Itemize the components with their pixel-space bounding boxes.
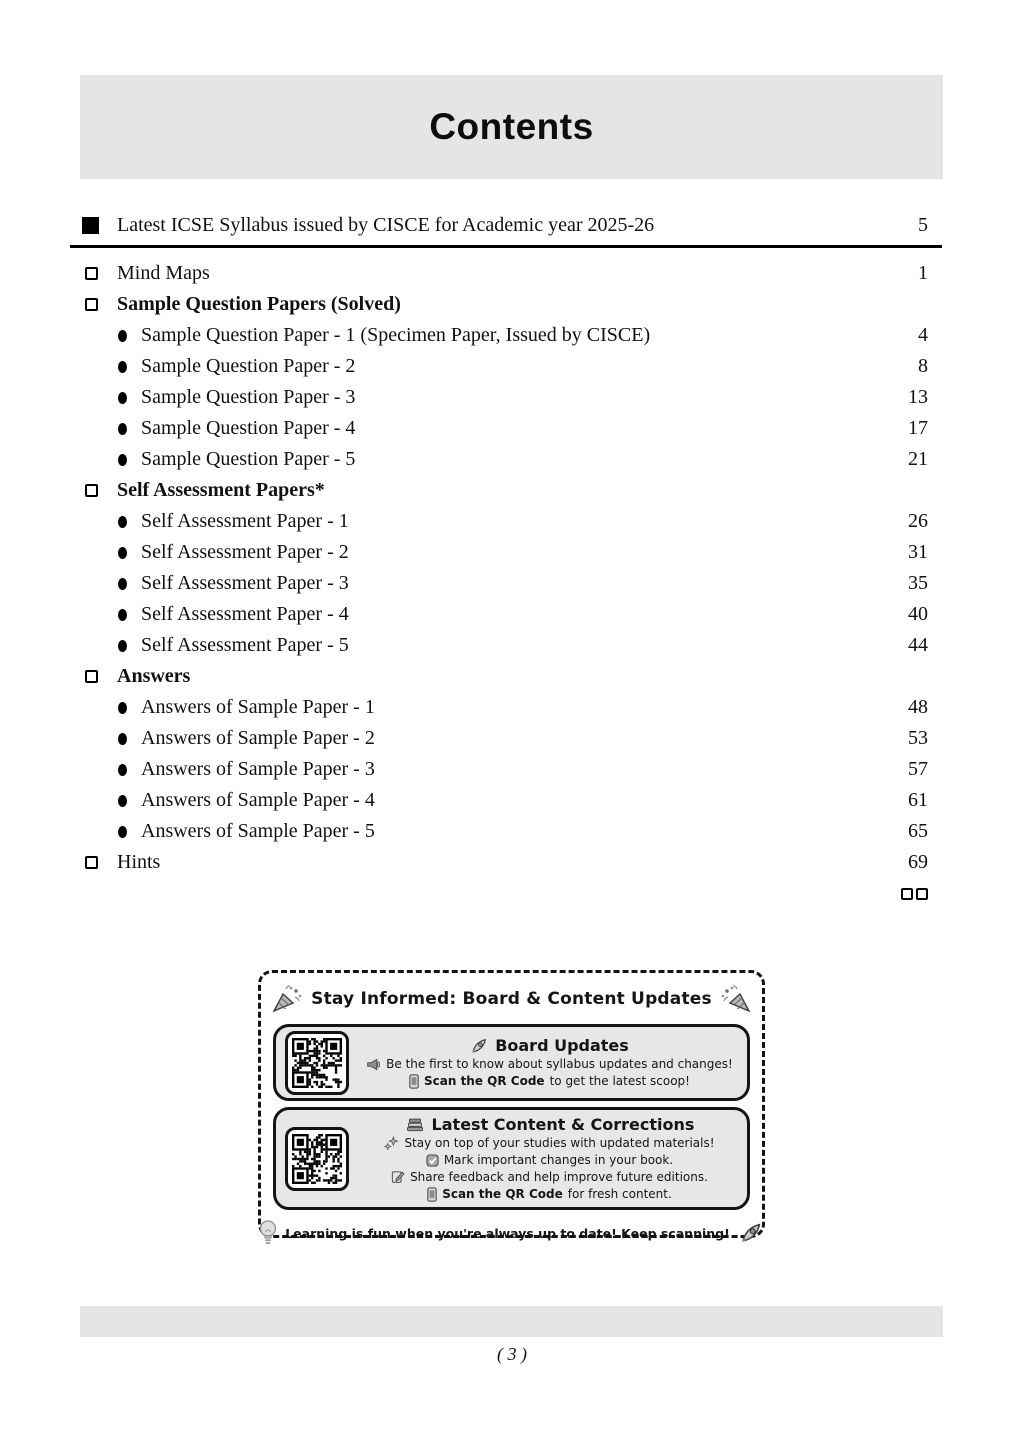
toc-entry-label: Sample Question Paper - 4 xyxy=(141,417,356,439)
updates-line-text: Stay on top of your studies with updated materials! xyxy=(404,1136,715,1150)
toc-entry-page: 48 xyxy=(908,696,928,718)
updates-line-text: to get the latest scoop! xyxy=(549,1074,690,1088)
toc-row xyxy=(70,351,942,382)
toc-entry-page: 35 xyxy=(908,572,928,594)
toc-entry-page: 5 xyxy=(918,213,928,236)
toc-entry-page: 61 xyxy=(908,789,928,811)
toc-entry-page: 31 xyxy=(908,541,928,563)
toc-row xyxy=(70,413,942,444)
toc-entry-label: Answers of Sample Paper - 3 xyxy=(141,758,375,780)
circle-bullet-icon xyxy=(118,609,127,621)
toc-row xyxy=(70,568,942,599)
toc-entry-label: Sample Question Paper - 3 xyxy=(141,386,356,408)
updates-line-text: for fresh content. xyxy=(567,1187,672,1201)
updates-section xyxy=(273,1107,750,1210)
toc-row xyxy=(70,785,942,816)
toc-row xyxy=(70,847,942,878)
toc-entry-label: Latest ICSE Syllabus issued by CISCE for Academic year 2025-26 xyxy=(117,213,655,236)
toc-entry-label: Answers of Sample Paper - 2 xyxy=(141,727,375,749)
toc-entry-label: Sample Question Papers (Solved) xyxy=(117,293,401,315)
qr-code xyxy=(285,1031,349,1095)
toc-row xyxy=(70,289,942,320)
party-popper-icon xyxy=(718,984,752,1014)
toc-entry-label: Sample Question Paper - 1 (Specimen Paper, Issued by CISCE) xyxy=(141,324,651,346)
updates-line xyxy=(360,1169,739,1185)
toc-row xyxy=(70,661,942,692)
circle-bullet-icon xyxy=(118,423,127,435)
updates-sections xyxy=(261,1024,762,1210)
toc-entry-page: 1 xyxy=(918,262,928,284)
books-icon xyxy=(405,1117,425,1132)
toc-row xyxy=(70,258,942,289)
footer-band xyxy=(80,1306,943,1337)
circle-bullet-icon xyxy=(118,392,127,404)
toc-entry-label: Hints xyxy=(117,851,161,873)
rocket-icon xyxy=(470,1037,488,1055)
circle-bullet-icon xyxy=(118,702,127,714)
toc-entry-page: 40 xyxy=(908,603,928,625)
toc-row xyxy=(70,599,942,630)
hollow-square-bullet-icon xyxy=(85,298,98,311)
toc-row xyxy=(70,382,942,413)
hollow-square-bullet-icon xyxy=(85,267,98,280)
toc-entry-page: 57 xyxy=(908,758,928,780)
toc-row xyxy=(70,506,942,537)
toc-entry-page: 53 xyxy=(908,727,928,749)
toc-entry-page: 44 xyxy=(908,634,928,656)
updates-line xyxy=(360,1186,739,1202)
stay-informed-title-row xyxy=(261,973,762,1020)
toc-top-entry xyxy=(70,208,942,242)
hollow-square-bullet-icon xyxy=(85,856,98,869)
circle-bullet-icon xyxy=(118,330,127,342)
toc-entry-page: 4 xyxy=(918,324,928,346)
toc-row xyxy=(70,320,942,351)
toc-entry-label: Sample Question Paper - 5 xyxy=(141,448,356,470)
phone-icon xyxy=(409,1074,419,1089)
lightbulb-icon xyxy=(259,1220,277,1246)
toc-entry-page: 69 xyxy=(908,851,928,873)
updates-line-text: Share feedback and help improve future editions. xyxy=(410,1170,708,1184)
toc-entry-label: Self Assessment Paper - 3 xyxy=(141,572,349,594)
memo-icon xyxy=(391,1170,405,1184)
toc-entry-page: 8 xyxy=(918,355,928,377)
toc-entry-page: 26 xyxy=(908,510,928,532)
updates-line xyxy=(360,1073,739,1089)
checkbox-icon xyxy=(426,1154,439,1167)
updates-section xyxy=(273,1024,750,1101)
updates-section-title xyxy=(360,1115,739,1134)
updates-line xyxy=(360,1056,739,1072)
toc-entry-label: Self Assessment Paper - 1 xyxy=(141,510,349,532)
toc-row xyxy=(70,475,942,506)
stay-informed-box xyxy=(258,970,765,1241)
stay-informed-title: Stay Informed: Board & Content Updates xyxy=(311,989,712,1009)
toc-entry-page: 13 xyxy=(908,386,928,408)
toc-row xyxy=(70,816,942,847)
updates-line-emphasis: Scan the QR Code xyxy=(424,1074,545,1088)
circle-bullet-icon xyxy=(118,547,127,559)
circle-bullet-icon xyxy=(118,640,127,652)
toc-entry-label: Self Assessment Papers* xyxy=(117,479,325,501)
page-number: ( 3 ) xyxy=(497,1344,527,1364)
updates-line-emphasis: Scan the QR Code xyxy=(442,1187,563,1201)
toc-entry-label: Answers xyxy=(117,665,191,687)
sparkles-icon xyxy=(384,1136,399,1151)
circle-bullet-icon xyxy=(118,361,127,373)
party-popper-icon xyxy=(271,984,305,1014)
hollow-square-icon xyxy=(901,888,913,900)
table-of-contents xyxy=(70,208,942,909)
toc-entry-page: 65 xyxy=(908,820,928,842)
circle-bullet-icon xyxy=(118,454,127,466)
hollow-square-icon xyxy=(916,888,928,900)
toc-entry-label: Mind Maps xyxy=(117,262,210,284)
updates-line xyxy=(360,1152,739,1168)
divider-rule xyxy=(70,245,942,248)
toc-row xyxy=(70,630,942,661)
circle-bullet-icon xyxy=(118,764,127,776)
updates-section-title-text: Latest Content & Corrections xyxy=(431,1115,695,1134)
circle-bullet-icon xyxy=(118,826,127,838)
megaphone-icon xyxy=(366,1058,381,1071)
updates-line-text: Mark important changes in your book. xyxy=(443,1153,674,1167)
hollow-square-bullet-icon xyxy=(85,670,98,683)
toc-row xyxy=(70,692,942,723)
updates-section-title xyxy=(360,1036,739,1055)
rocket-icon xyxy=(738,1221,764,1245)
updates-line-text: Be the first to know about syllabus updates and changes! xyxy=(386,1057,733,1071)
toc-row xyxy=(70,537,942,568)
qr-code xyxy=(285,1127,349,1191)
toc-entry-label: Answers of Sample Paper - 5 xyxy=(141,820,375,842)
updates-line xyxy=(360,1135,739,1151)
toc-row xyxy=(70,723,942,754)
toc-end-marker xyxy=(70,878,942,909)
toc-entry-page: 17 xyxy=(908,417,928,439)
circle-bullet-icon xyxy=(118,578,127,590)
updates-footer-line xyxy=(261,1216,762,1246)
filled-square-bullet-icon xyxy=(82,217,99,234)
circle-bullet-icon xyxy=(118,516,127,528)
toc-row xyxy=(70,754,942,785)
page-title: Contents xyxy=(429,106,594,147)
circle-bullet-icon xyxy=(118,733,127,745)
toc-entry-label: Answers of Sample Paper - 4 xyxy=(141,789,375,811)
updates-footer-text: Learning is fun when you're always up to date! Keep scanning! xyxy=(285,1225,730,1241)
toc-entry-label: Self Assessment Paper - 2 xyxy=(141,541,349,563)
toc-rows xyxy=(70,258,942,878)
updates-section-title-text: Board Updates xyxy=(495,1036,629,1055)
toc-entry-label: Self Assessment Paper - 4 xyxy=(141,603,349,625)
toc-row xyxy=(70,444,942,475)
contents-header-band xyxy=(80,75,943,179)
circle-bullet-icon xyxy=(118,795,127,807)
toc-entry-label: Self Assessment Paper - 5 xyxy=(141,634,349,656)
hollow-square-bullet-icon xyxy=(85,484,98,497)
toc-entry-page: 21 xyxy=(908,448,928,470)
phone-icon xyxy=(427,1187,437,1202)
toc-entry-label: Answers of Sample Paper - 1 xyxy=(141,696,375,718)
toc-entry-label: Sample Question Paper - 2 xyxy=(141,355,356,377)
